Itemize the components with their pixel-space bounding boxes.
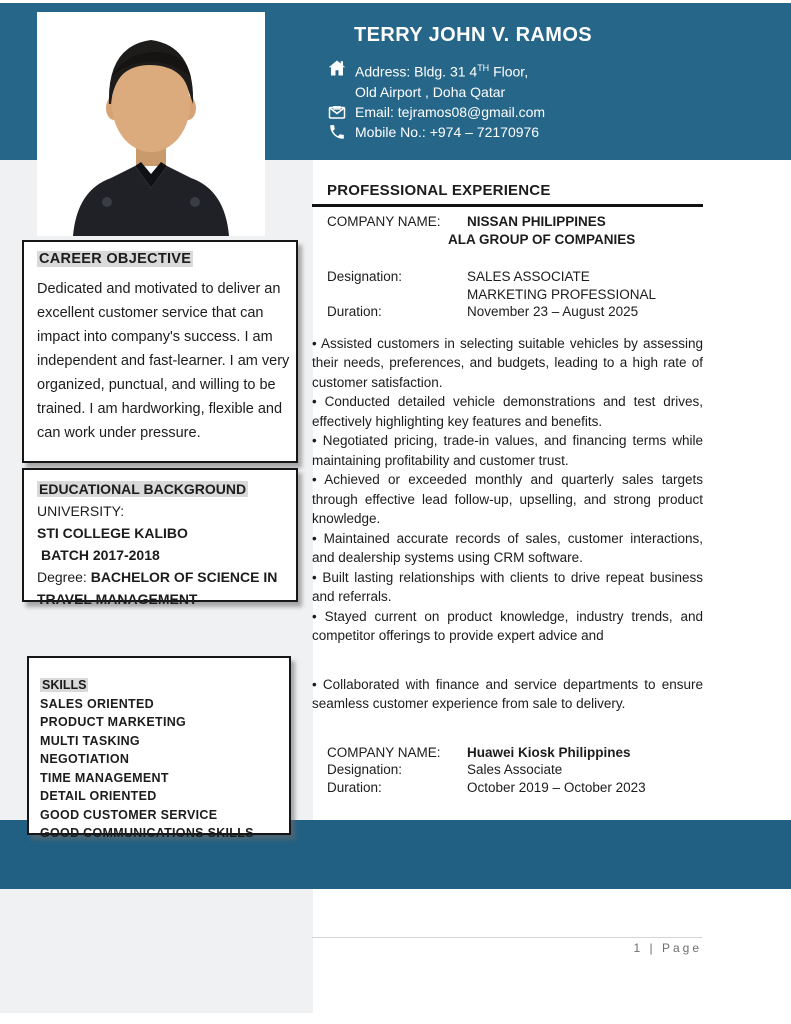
company2-designation-label: Designation: (327, 762, 403, 777)
skill-item: DETAIL ORIENTED (40, 789, 157, 803)
company2-duration-label: Duration: (327, 779, 382, 795)
skills-title (40, 676, 283, 695)
company1-designation-row2-spacer (327, 286, 467, 304)
company1-designation-line1: SALES ASSOCIATE (467, 269, 590, 284)
address-line1-tail: Floor, (489, 63, 529, 80)
experience-title: PROFESSIONAL EXPERIENCE (327, 182, 551, 199)
company1-duration-row (327, 303, 703, 321)
education-school: STI COLLEGE KALIBO (37, 525, 188, 541)
education-title (37, 478, 290, 500)
company1-duration-label: Duration: (327, 304, 382, 319)
experience-bullet: • Assisted customers in selecting suitable vehicles by assessing their needs, preferences, and budgets, leading to a high rate of customer satisfaction. (312, 334, 703, 393)
company1-designation-label: Designation: (327, 269, 403, 284)
company1-name-line2: ALA GROUP OF COMPANIES (448, 231, 636, 247)
education-university-label: UNIVERSITY: (37, 503, 125, 519)
person-name: TERRY JOHN V. RAMOS (354, 24, 593, 46)
email-row (328, 102, 658, 122)
experience-bullet: • Stayed current on product knowledge, industry trends, and competitor offerings to provide expert advice and (312, 607, 703, 646)
education-degree-label: Degree: (37, 569, 91, 585)
company1-name-row2 (327, 231, 703, 249)
experience-bullet: • Negotiated pricing, trade-in values, and financing terms while maintaining profitability and customer trust. (312, 431, 703, 470)
home-icon (328, 59, 346, 77)
education-degree-line (37, 566, 290, 610)
education-title-text: EDUCATIONAL BACKGROUND (39, 481, 247, 497)
company2-name-label: COMPANY NAME: (327, 744, 441, 760)
mobile-row (328, 122, 658, 142)
phone-icon (328, 123, 346, 141)
portrait-illustration (37, 12, 265, 236)
profile-photo (37, 12, 265, 236)
company1-name-line1: NISSAN PHILIPPINES (467, 214, 606, 229)
address-line1 (355, 58, 528, 82)
skill-item: GOOD COMMUNICATIONS SKILLS (40, 826, 254, 840)
address-line2: Old Airport , Doha Qatar (355, 83, 506, 100)
company1-designation-row2 (327, 286, 703, 304)
experience-bullet-list (312, 334, 703, 714)
company2-duration-value: October 2019 – October 2023 (467, 779, 646, 795)
skill-item: MULTI TASKING (40, 733, 140, 748)
career-objective-body: Dedicated and motivated to deliver an excellent customer service that can impact into company's success. I am independent and fast-learner. I am very organized, punctual, and willing to be trained. I am hardworking, flexible and can work under pressure. (37, 281, 290, 441)
company1-name-row2-spacer (327, 231, 467, 249)
company1-name-label: COMPANY NAME: (327, 214, 441, 229)
address-ordinal-superscript: TH (477, 63, 490, 73)
professional-experience-section (312, 182, 703, 796)
experience-bullet: • Conducted detailed vehicle demonstrations and test drives, effectively highlighting key features and benefits. (312, 392, 703, 431)
company1-duration-value: November 23 – August 2025 (467, 304, 639, 319)
company1-details (327, 268, 703, 321)
company2-designation-value: Sales Associate (467, 762, 563, 777)
company2-designation-row (327, 761, 703, 779)
career-objective-title (37, 251, 290, 267)
envelope-icon (328, 103, 346, 121)
skill-item: PRODUCT MARKETING (40, 715, 187, 729)
skill-item: TIME MANAGEMENT (40, 770, 169, 785)
company2-name-row (327, 744, 703, 762)
educational-background-box (22, 468, 298, 607)
mobile-text: Mobile No.: +974 – 72170976 (355, 123, 540, 140)
experience-bullet: • Built lasting relationships with clients to drive repeat business and referrals. (312, 568, 703, 607)
company1-designation-line2: MARKETING PROFESSIONAL (467, 286, 657, 302)
company1-designation-row (327, 268, 703, 286)
address-row (328, 58, 658, 82)
company2-block (327, 744, 703, 797)
page-number: 1 | Page (633, 941, 702, 955)
company2-duration-row (327, 779, 703, 797)
career-objective-box (22, 240, 298, 463)
experience-bullet: • Collaborated with finance and service departments to ensure seamless customer experience from sale to delivery. (312, 675, 703, 714)
experience-title-rule (312, 204, 703, 207)
skill-item: SALES ORIENTED (40, 696, 154, 711)
header-contact-block (328, 24, 658, 142)
company2-name-value: Huawei Kiosk Philippines (467, 744, 631, 760)
address-line1-text: Address: Bldg. 31 4 (355, 63, 478, 80)
skills-title-text: SKILLS (42, 678, 87, 692)
skill-item: NEGOTIATION (40, 752, 130, 766)
education-degree-value: BACHELOR OF SCIENCE IN TRAVEL MANAGEMENT (37, 569, 278, 607)
skills-box (27, 656, 291, 840)
footer-divider (312, 937, 702, 938)
education-batch: BATCH 2017-2018 (41, 547, 160, 563)
skill-item: GOOD CUSTOMER SERVICE (40, 807, 218, 822)
experience-bullet: • Achieved or exceeded monthly and quarterly sales targets through effective lead follow-up, upselling, and strong product knowledge. (312, 470, 703, 529)
company1-block (327, 213, 703, 321)
email-text: Email: tejramos08@gmail.com (355, 103, 546, 120)
career-objective-title-text: CAREER OBJECTIVE (39, 251, 192, 267)
address-row2 (328, 82, 658, 102)
company1-name-row (327, 213, 703, 231)
experience-bullet: • Maintained accurate records of sales, customer interactions, and dealership systems using CRM software. (312, 529, 703, 568)
